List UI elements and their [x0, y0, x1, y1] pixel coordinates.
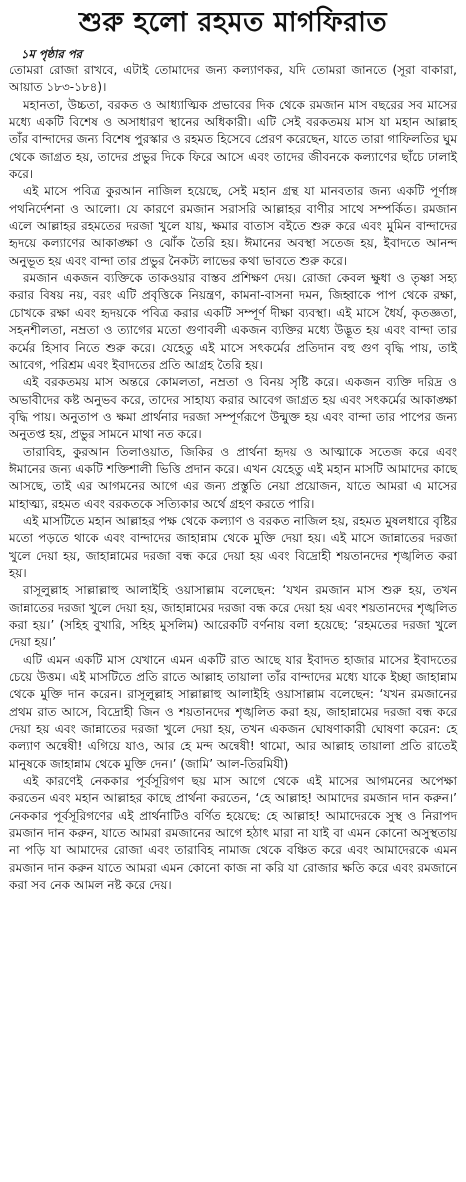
article-paragraph: এই মাসে পবিত্র কুরআন নাজিল হয়েছে, সেই মহান গ্রন্থ যা মানবতার জন্য একটি পূর্ণাঙ্গ পথনির্দেশনা ও আলো। যে কারণে রমজান সরাসরি আল্লাহর বাণীর সাথে সম্পর্কিত। রমজান এলে আল্লাহর রহমতের দরজা খুলে যায়, ক্ষমার বাতাস বইতে শুরু করে এবং মুমিন বান্দাদের হৃদয়ে কল্যাণের আকাঙ্ক্ষা ও ঝোঁক তৈরি হয়। ঈমানের অবস্থা সতেজ হয়, ইবাদতে আনন্দ অনুভূত হয় এবং বান্দা তার প্রভুর নৈকট্য লাভের কথা ভাবতে শুরু করে। [9, 184, 457, 268]
article-paragraph: তারাবিহ, কুরআন তিলাওয়াত, জিকির ও প্রার্থনা হৃদয় ও আত্মাকে সতেজ করে এবং ঈমানের জন্য একটি শক্তিশালী ভিত্তি প্রদান করে। এখন যেহেতু এই মহান মাসটি আমাদের কাছে আসছে, তাই এর আগমনের আগে এর জন্য প্রস্তুতি নেয়া প্রয়োজন, যাতে আমরা এ মাসের মাহাত্ম্য, রহমত এবং বরকতকে সত্যিকার অর্থে গ্রহণ করতে পারি। [9, 444, 457, 511]
article-paragraph: এই মাসটিতে মহান আল্লাহর পক্ষ থেকে কল্যাণ ও বরকত নাজিল হয়, রহমত মুষলধারে বৃষ্টির মতো পড়তে থাকে এবং বান্দাদের জাহান্নাম থেকে মুক্তি দেয়া হয়। এই মাসে জান্নাতের দরজা খুলে দেয়া হয়, জাহান্নামের দরজা বন্ধ করে দেয়া হয় এবং বিদ্রোহী শয়তানদের শৃঙ্খলিত করা হয়। [9, 513, 457, 580]
article-body [9, 62, 457, 895]
article-paragraph: রাসূলুল্লাহ সাল্লাল্লাহু আলাইহি ওয়াসাল্লাম বলেছেন: ‘যখন রমজান মাস শুরু হয়, তখন জান্নাতের দরজা খুলে দেয়া হয়, জাহান্নামের দরজা বন্ধ করে দেয়া হয় এবং শয়তানদের শৃঙ্খলিত করা হয়।’ (সহিহ বুখারি, সহিহ মুসলিম) আরেকটি বর্ণনায় বলা হয়েছে: ‘রহমতের দরজা খুলে দেয়া হয়।’ [9, 583, 457, 650]
article-paragraph: তোমরা রোজা রাখবে, এটাই তোমাদের জন্য কল্যাণকর, যদি তোমরা জানতে (সূরা বাকারা, আয়াত ১৮৩-১৮৪)। [9, 63, 457, 95]
article-paragraph: রমজান একজন ব্যক্তিকে তাকওয়ার বাস্তব প্রশিক্ষণ দেয়। রোজা কেবল ক্ষুধা ও তৃষ্ণা সহ্য করার বিষয় নয়, বরং এটি প্রবৃত্তিকে নিয়ন্ত্রণ, কামনা-বাসনা দমন, জিহ্বাকে পাপ থেকে রক্ষা, চোখকে রক্ষা এবং হৃদয়কে পবিত্র করার একটি সম্পূর্ণ দীক্ষা ব্যবস্থা। এই মাসে ধৈর্য, কৃতজ্ঞতা, সহনশীলতা, নম্রতা ও ত্যাগের মতো গুণাবলী একজন ব্যক্তির মধ্যে উদ্ভূত হয় এবং বান্দা তার কর্মের হিসাব নিতে শুরু করে। যেহেতু এই মাসে সৎকর্মের প্রতিদান বহু গুণ বৃদ্ধি পায়, তাই আবেগ, পরিশ্রম এবং ইবাদতের প্রতি আগ্রহ তৈরি হয়। [9, 271, 457, 372]
article-paragraph: এটি এমন একটি মাস যেখানে এমন একটি রাত আছে যার ইবাদত হাজার মাসের ইবাদতের চেয়ে উত্তম। এই মাসটিতে প্রতি রাতে আল্লাহ তায়ালা তাঁর বান্দাদের মধ্যে যাকে ইচ্ছা জাহান্নাম থেকে মুক্তি দান করেন। রাসূলুল্লাহ সাল্লাল্লাহু আলাইহি ওয়াসাল্লাম বলেছেন: ‘যখন রমজানের প্রথম রাত আসে, বিদ্রোহী জিন ও শয়তানদের শৃঙ্খলিত করা হয়, জাহান্নামের দরজা বন্ধ করে দেয়া হয় এবং জান্নাতের দরজা খুলে দেয়া হয়, তখন একজন ঘোষণাকারী ঘোষণা করেন: হে কল্যাণ অন্বেষী! এগিয়ে যাও, আর হে মন্দ অন্বেষী! থামো, আর আল্লাহ তায়ালা প্রতি রাতেই মানুষকে জাহান্নাম থেকে মুক্তি দেন।’ (জামি’ আল-তিরমিযী) [9, 652, 457, 771]
article-paragraph: মহানতা, উচ্চতা, বরকত ও আধ্যাত্মিক প্রভাবের দিক থেকে রমজান মাস বছরের সব মাসের মধ্যে একটি বিশেষ ও অসাধারণ স্থানের অধিকারী। এটি সেই বরকতময় মাস যা মহান আল্লাহ তাঁর বান্দাদের জন্য বিশেষ পুরস্কার ও রহমত হিসেবে প্রেরণ করেছেন, যাতে তারা গাফিলতির ঘুম থেকে জাগ্রত হয়, তাদের প্রভুর দিকে ফিরে আসে এবং তাদের জীবনকে কল্যাণের ছাঁচে ঢালাই করে। [9, 97, 457, 182]
article-paragraph: এই কারণেই নেককার পূর্বসূরিগণ ছয় মাস আগে থেকে এই মাসের আগমনের অপেক্ষা করতেন এবং মহান আল্লাহর কাছে প্রার্থনা করতেন, ‘হে আল্লাহ! আমাদের রমজান দান করুন।’ নেককার পূর্বসূরিগণের এই প্রার্থনাটিও বর্ণিত হয়েছে: হে আল্লাহ! আমাদেরকে সুস্থ ও নিরাপদ রমজান দান করুন, যাতে আমরা রমজানের আগে হঠাৎ মারা না যাই বা এমন কোনো অসুস্থতায় না পড়ি যা আমাদের রোজা এবং তারাবিহ নামাজ থেকে বঞ্চিত করে এবং আমাদেরকে এমন রমজান দান করুন যাতে আমরা এমন কোনো কাজ না করি যা রোজার ক্ষতি করে এবং রমজানে করা সব নেক আমল নষ্ট করে দেয়। [9, 774, 457, 893]
continuation-note: ১ম পৃষ্ঠার পর [21, 47, 82, 61]
article-headline: শুরু হলো রহমত মাগফিরাত [78, 7, 388, 38]
article-paragraph: এই বরকতময় মাস অন্তরে কোমলতা, নম্রতা ও বিনয় সৃষ্টি করে। একজন ব্যক্তি দরিদ্র ও অভাবীদের কষ্ট অনুভব করে, তাদের সাহায্য করার আবেগ জাগ্রত হয় এবং সৎকর্মের আকাঙ্ক্ষা বৃদ্ধি পায়। অনুতাপ ও ক্ষমা প্রার্থনার দরজা সম্পূর্ণরূপে উন্মুক্ত হয় এবং বান্দা তার পাপের জন্য অনুতপ্ত হয়, প্রভুর সামনে মাথা নত করে। [9, 375, 457, 442]
